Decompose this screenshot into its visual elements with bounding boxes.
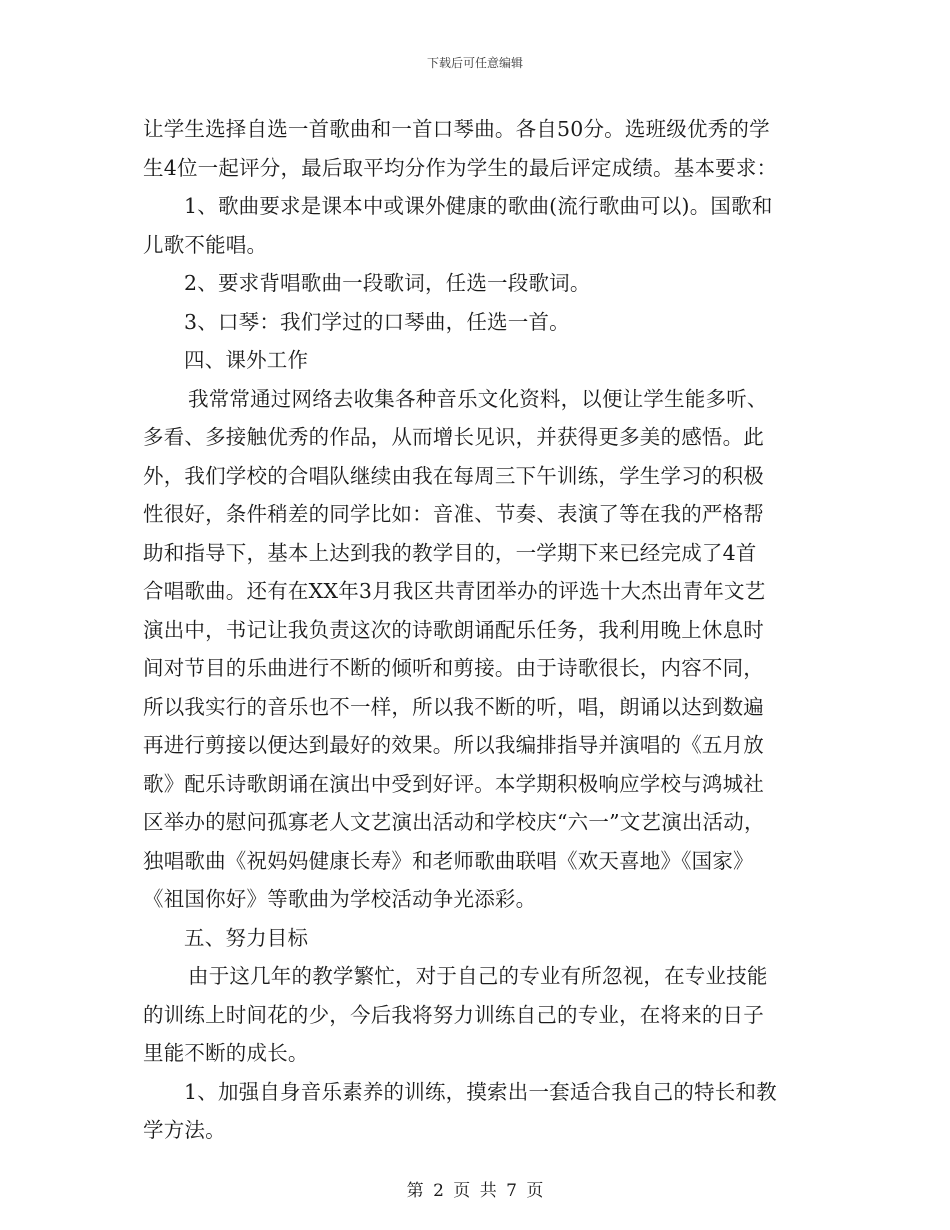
page-number: 第 2 页 共 7 页 [406,1181,544,1201]
text-line: 区举办的慰问孤寡老人文艺演出活动和学校庆“六一”文艺演出活动， [143,810,765,834]
text-line: 1、加强自身音乐素养的训练，摸索出一套适合我自己的特长和教 [184,1079,777,1104]
text-line: 多看、多接触优秀的作品，从而增长见识，并获得更多美的感悟。此 [143,425,764,449]
text-line: 儿歌不能唱。 [143,232,268,257]
text-line: 独唱歌曲《祝妈妈健康长寿》和老师歌曲联唱《欢天喜地》《国家》 [143,848,754,873]
text-line: 1、歌曲要求是课本中或课外健康的歌曲(流行歌曲可以)。国歌和 [184,194,773,218]
text-line: 3、口琴：我们学过的口琴曲，任选一首。 [184,309,570,334]
text-line: 间对节目的乐曲进行不断的倾听和剪接。由于诗歌很长，内容不同， [143,656,764,680]
text-line: 四、课外工作 [184,348,309,372]
text-line: 性很好，条件稍差的同学比如：音准、节奏、表演了等在我的严格帮 [143,502,764,526]
text-line: 再进行剪接以便达到最好的效果。所以我编排指导并演唱的《五月放 [143,733,764,757]
document-body [143,110,813,1150]
text-line: 的训练上时间花的少，今后我将努力训练自己的专业，在将来的日子 [143,1002,764,1027]
text-line: 助和指导下，基本上达到我的教学目的，一学期下来已经完成了4首 [143,540,757,565]
text-line: 让学生选择自选一首歌曲和一首口琴曲。各自50分。选班级优秀的学 [143,117,770,141]
text-line: 我常常通过网络去收集各种音乐文化资料，以便让学生能多听、 [188,386,768,411]
page-header-note: 下载后可任意编辑 [426,56,523,70]
text-line: 外，我们学校的合唱队继续由我在每周三下午训练，学生学习的积极 [143,463,764,488]
text-line: 合唱歌曲。还有在XX年3月我区共青团举办的评选十大杰出青年文艺 [143,579,766,603]
text-line: 生4位一起评分，最后取平均分作为学生的最后评定成绩。基本要求： [143,155,778,180]
text-line: 《祖国你好》等歌曲为学校活动争光添彩。 [143,887,537,911]
text-line: 演出中，书记让我负责这次的诗歌朗诵配乐任务，我利用晚上休息时 [143,617,764,642]
text-line: 由于这几年的教学繁忙，对于自己的专业有所忽视，在专业技能 [188,964,768,988]
text-line: 2、要求背唱歌曲一段歌词，任选一段歌词。 [184,271,591,295]
text-line: 所以我实行的音乐也不一样，所以我不断的听，唱，朗诵以达到数遍 [143,694,764,719]
text-line: 歌》配乐诗歌朗诵在演出中受到好评。本学期积极响应学校与鸿城社 [143,771,764,796]
text-line: 五、努力目标 [184,925,309,950]
text-line: 里能不断的成长。 [143,1041,309,1065]
text-line: 学方法。 [143,1118,226,1142]
